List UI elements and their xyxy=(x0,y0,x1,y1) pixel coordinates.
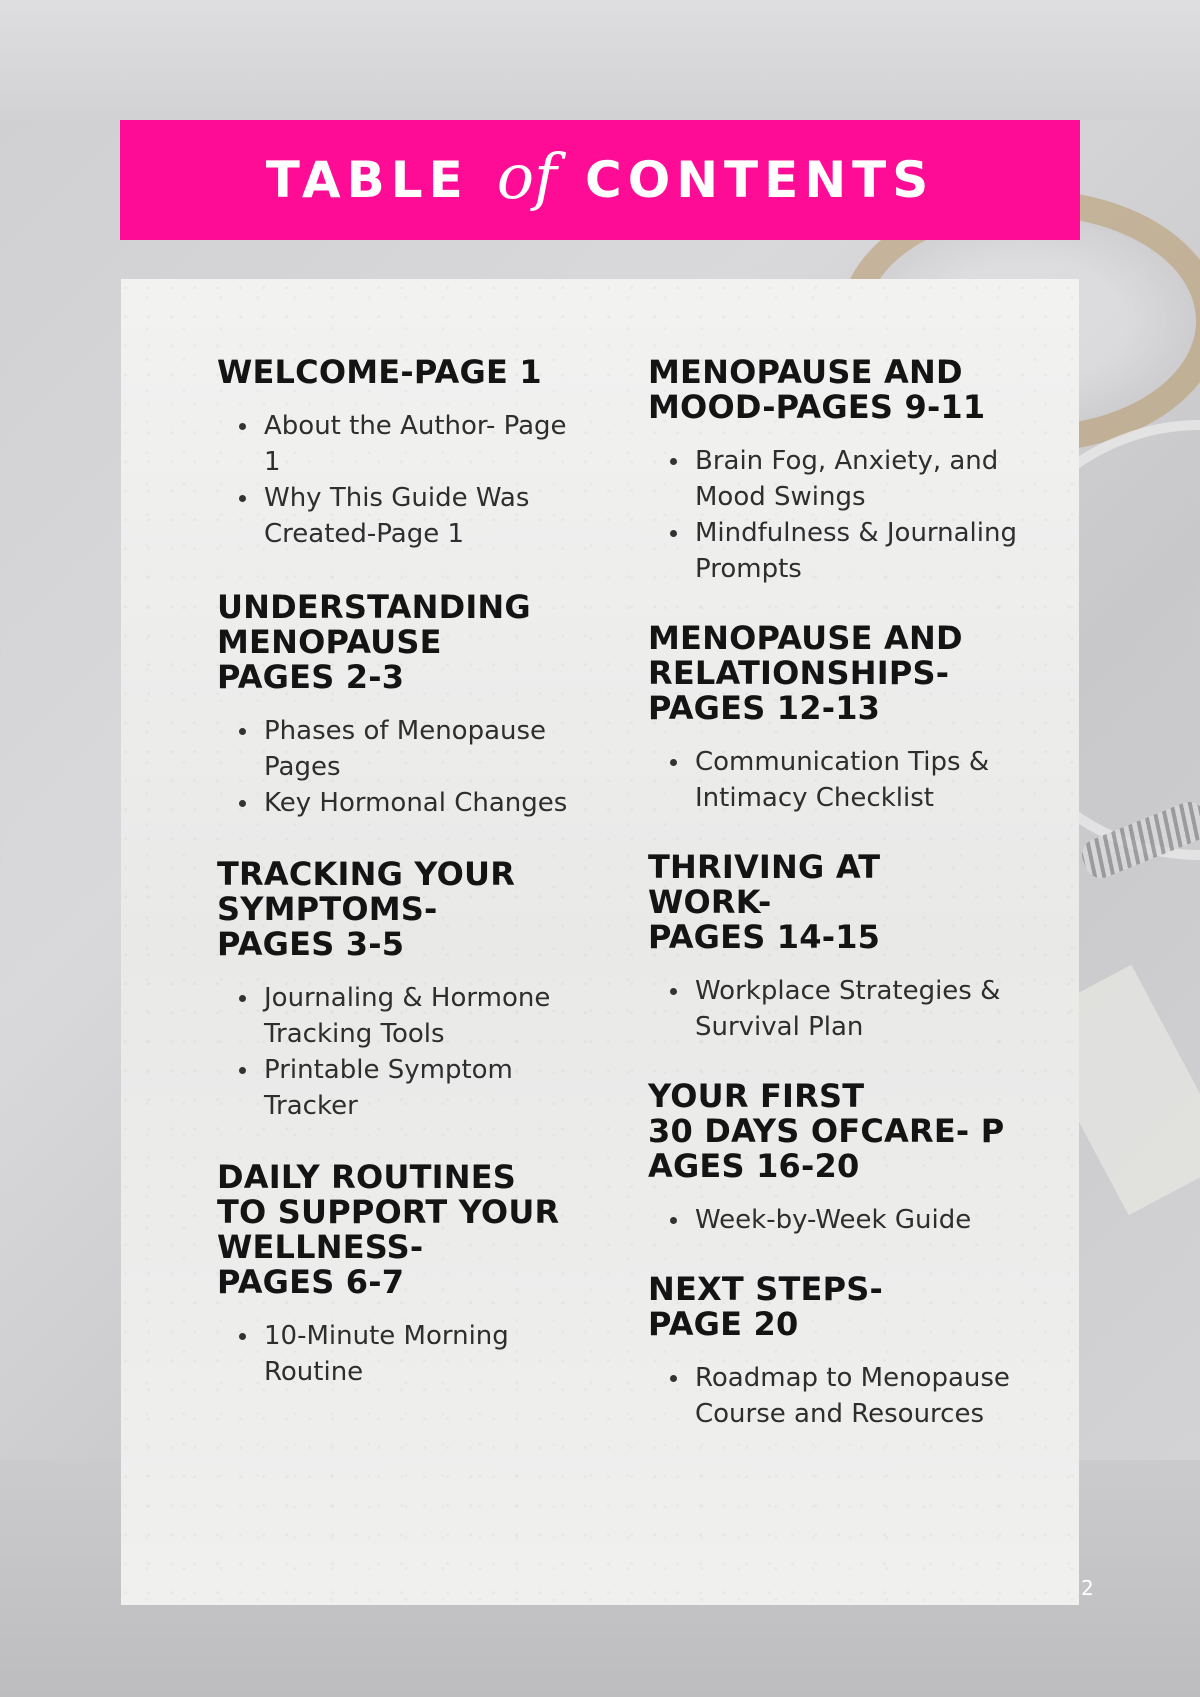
section-heading-line: AGES 16-20 xyxy=(648,1147,860,1185)
section-heading-line: WORK- xyxy=(648,883,772,921)
toc-section xyxy=(648,1079,1018,1238)
section-item: Mindfulness & Journaling Prompts xyxy=(668,515,1018,587)
toc-section xyxy=(217,355,577,552)
section-heading xyxy=(648,1272,1018,1342)
toc-section xyxy=(648,355,1018,587)
section-heading-line: PAGES 12-13 xyxy=(648,689,881,727)
contents-panel xyxy=(121,279,1079,1605)
section-heading-line: 30 DAYS OFCARE- P xyxy=(648,1112,1005,1150)
section-heading-line: PAGES 2-3 xyxy=(217,658,405,696)
section-heading-line: DAILY ROUTINES xyxy=(217,1158,517,1196)
title-word-table: TABLE xyxy=(265,151,469,209)
section-item: Journaling & Hormone Tracking Tools xyxy=(237,980,577,1052)
left-column xyxy=(217,355,577,1426)
page-number: 2 xyxy=(1081,1576,1094,1600)
section-heading-line: UNDERSTANDING xyxy=(217,588,531,626)
section-heading-line: WELLNESS- xyxy=(217,1228,424,1266)
toc-section xyxy=(648,1272,1018,1432)
section-heading-line: MENOPAUSE AND xyxy=(648,619,963,657)
section-item: Why This Guide Was Created-Page 1 xyxy=(237,480,577,552)
section-heading-line: TRACKING YOUR xyxy=(217,855,516,893)
section-item-list xyxy=(217,408,577,552)
section-item: Roadmap to Menopause Course and Resources xyxy=(668,1360,1018,1432)
section-item: Key Hormonal Changes xyxy=(237,785,577,821)
section-heading-line: PAGES 14-15 xyxy=(648,918,881,956)
toc-section xyxy=(648,621,1018,816)
section-item-list xyxy=(648,1360,1018,1432)
section-item: Brain Fog, Anxiety, and Mood Swings xyxy=(668,443,1018,515)
section-item-list xyxy=(648,744,1018,816)
toc-section xyxy=(648,850,1018,1045)
section-heading xyxy=(217,857,577,962)
section-heading xyxy=(648,355,1018,425)
section-heading-line: YOUR FIRST xyxy=(648,1077,865,1115)
section-item-list xyxy=(648,1202,1018,1238)
section-item-list xyxy=(648,973,1018,1045)
background-top xyxy=(0,0,1200,120)
right-column xyxy=(648,355,1018,1466)
section-heading-line: MENOPAUSE xyxy=(217,623,442,661)
section-item: 10-Minute Morning Routine xyxy=(237,1318,577,1390)
section-heading-line: NEXT STEPS- xyxy=(648,1270,883,1308)
section-heading xyxy=(648,621,1018,726)
section-heading-line: SYMPTOMS- xyxy=(217,890,438,928)
section-heading-line: THRIVING AT xyxy=(648,848,881,886)
section-heading-line: PAGE 20 xyxy=(648,1305,799,1343)
section-heading-line: WELCOME-PAGE 1 xyxy=(217,353,542,391)
section-heading-line: MOOD-PAGES 9-11 xyxy=(648,388,986,426)
section-heading-line: PAGES 3-5 xyxy=(217,925,405,963)
section-heading xyxy=(648,850,1018,955)
section-heading-line: PAGES 6-7 xyxy=(217,1263,405,1301)
section-heading xyxy=(217,590,577,695)
toc-section xyxy=(217,590,577,821)
section-heading-line: RELATIONSHIPS- xyxy=(648,654,950,692)
toc-section xyxy=(217,1160,577,1390)
title-banner xyxy=(120,120,1080,240)
section-item: Week-by-Week Guide xyxy=(668,1202,1018,1238)
title-word-of: of xyxy=(496,139,558,213)
section-heading xyxy=(648,1079,1018,1184)
section-item: Communication Tips & Intimacy Checklist xyxy=(668,744,1018,816)
section-item-list xyxy=(217,1318,577,1390)
section-item: Printable Symptom Tracker xyxy=(237,1052,577,1124)
section-item-list xyxy=(217,980,577,1124)
section-item-list xyxy=(648,443,1018,587)
section-heading xyxy=(217,1160,577,1300)
section-item: About the Author- Page 1 xyxy=(237,408,577,480)
section-heading-line: MENOPAUSE AND xyxy=(648,353,963,391)
section-heading xyxy=(217,355,577,390)
section-item: Phases of Menopause Pages xyxy=(237,713,577,785)
toc-section xyxy=(217,857,577,1124)
section-item: Workplace Strategies & Survival Plan xyxy=(668,973,1018,1045)
title-word-contents: CONTENTS xyxy=(585,151,935,209)
section-heading-line: TO SUPPORT YOUR xyxy=(217,1193,560,1231)
section-item-list xyxy=(217,713,577,821)
